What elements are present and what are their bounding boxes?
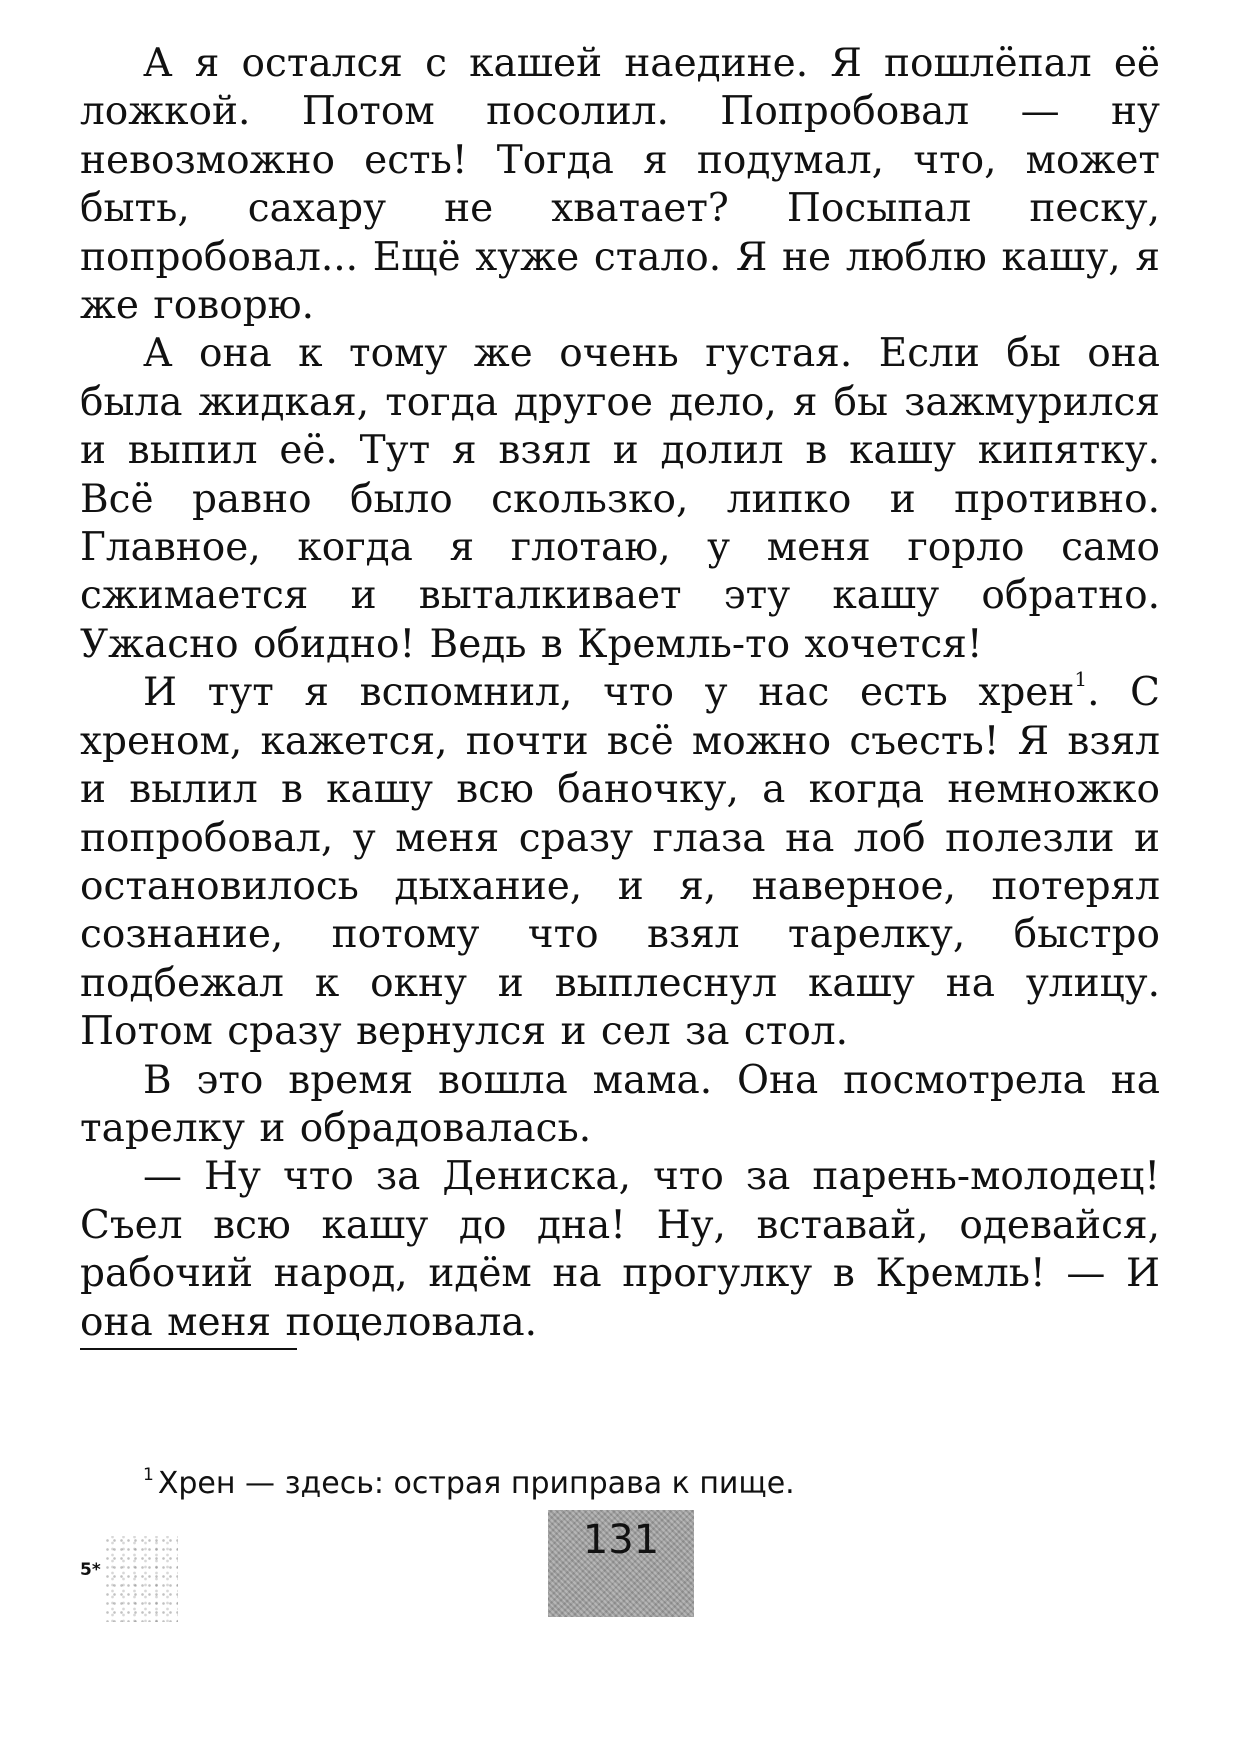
page-number: 131 xyxy=(582,1517,660,1563)
paragraph-text: И тут я вспомнил, что у нас есть хрен xyxy=(143,670,1075,716)
paragraph: А я остался с кашей наедине. Я пошлёпал её ложкой. Потом посолил. Попробовал — ну невозможно есть! Тогда я подумал, что, может быть, сахару не хватает? Посыпал песку, попробовал... Ещё хуже стало. Я не люблю кашу, я же говорю. xyxy=(80,41,1160,329)
signature-mark: 5* xyxy=(80,1560,101,1580)
paragraph-text: . С хреном, кажется, почти всё можно съесть! Я взял и вылил в кашу всю баночку, а когда немножко попробовал, у меня сразу глаза на лоб полезли и остановилось дыхание, и я, наверное, потерял сознание, потому что взял тарелку, быстро подбежал к окну и выплеснул кашу на улицу. Потом сразу вернулся и сел за стол. xyxy=(80,670,1161,1055)
body-text xyxy=(80,40,1160,1347)
page-number-box xyxy=(548,1510,694,1617)
paragraph: А она к тому же очень густая. Если бы она была жидкая, тогда другое дело, я бы зажмурился и выпил её. Тут я взял и долил в кашу кипятку. Всё равно было скользко, липко и противно. Главное, когда я глотаю, у меня горло само сжимается и выталкивает эту кашу обратно. Ужасно обидно! Ведь в Кремль-то хочется! xyxy=(80,331,1160,667)
footnote-divider xyxy=(80,1348,297,1350)
paragraph: В это время вошла мама. Она посмотрела на тарелку и обрадовалась. xyxy=(80,1057,1160,1151)
footnote-reference: 1 xyxy=(1074,667,1088,692)
paragraph: — Ну что за Дениска, что за парень-молодец! Съел всю кашу до дна! Ну, вставай, одевайся, рабочий народ, идём на прогулку в Кремль! — И она меня поцеловала. xyxy=(80,1154,1160,1345)
paragraph xyxy=(80,669,1160,1056)
footnote-marker: 1 xyxy=(143,1465,154,1485)
print-speckle xyxy=(104,1536,178,1622)
footnote-text: Хрен — здесь: острая приправа к пище. xyxy=(157,1466,795,1501)
footnote xyxy=(143,1464,795,1504)
